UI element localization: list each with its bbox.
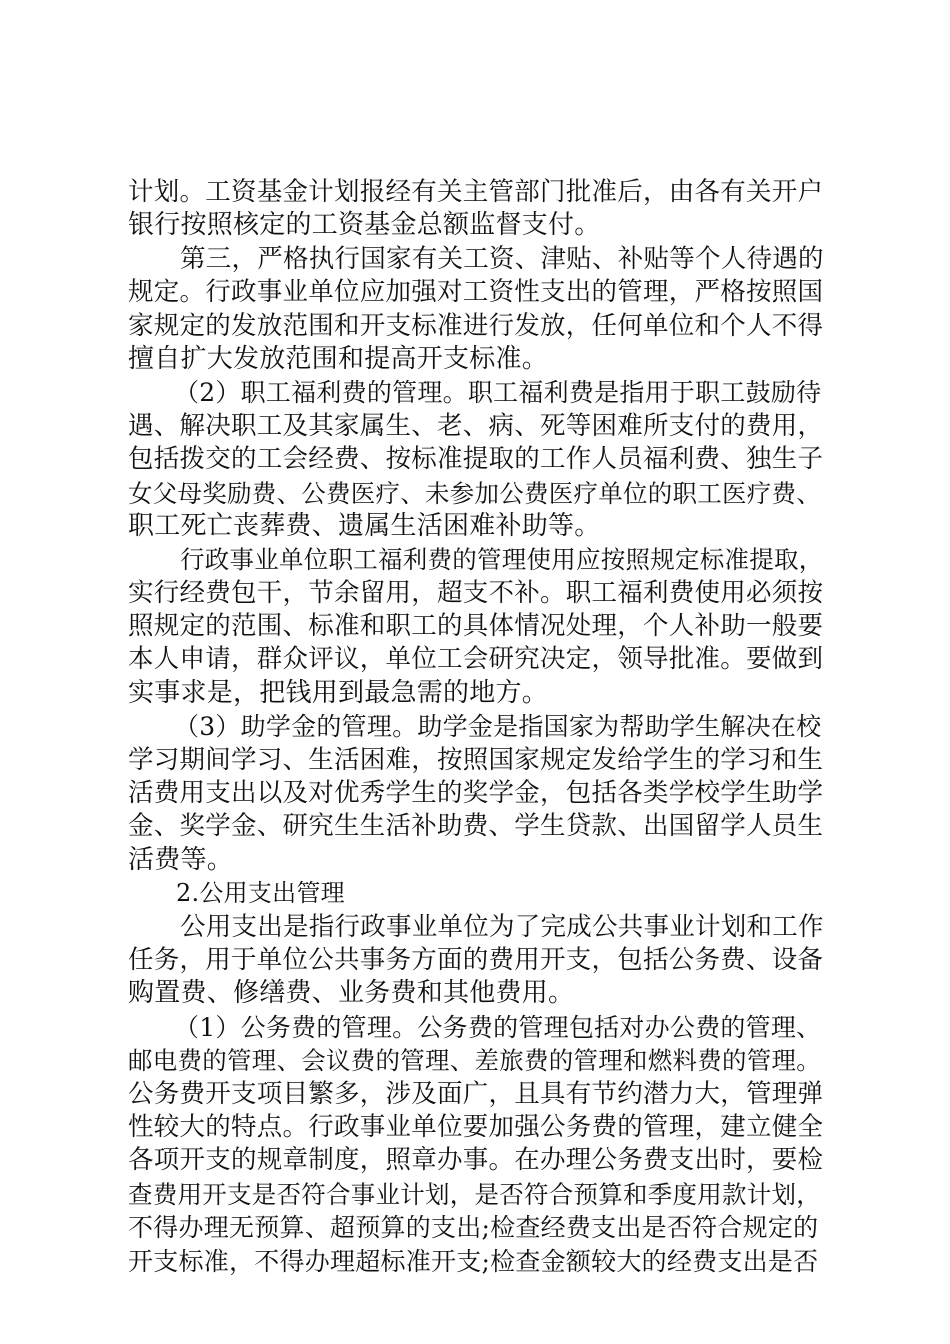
document-body [128,176,830,1278]
text-line: 实行经费包干，节余留用，超支不补。职工福利费使用必须按 [128,577,824,608]
text-line: 规定。行政事业单位应加强对工资性支出的管理，严格按照国 [128,277,824,308]
text-line: 公务费开支项目繁多，涉及面广，且具有节约潜力大，管理弹 [128,1078,824,1109]
text-line: 任务，用于单位公共事务方面的费用开支，包括公务费、设备 [128,944,824,975]
text-line: 包括拨交的工会经费、按标准提取的工作人员福利费、独生子 [128,444,824,475]
text-line: 实事求是，把钱用到最急需的地方。 [128,677,549,708]
text-line: 邮电费的管理、会议费的管理、差旅费的管理和燃料费的管理。 [128,1046,821,1076]
text-line: 家规定的发放范围和开支标准进行发放，任何单位和个人不得 [128,310,824,341]
text-line: 购置费、修缮费、业务费和其他费用。 [128,978,575,1009]
text-line: 各项开支的规章制度，照章办事。在办理公务费支出时，要检 [128,1145,824,1176]
text-line: （2）职工福利费的管理。职工福利费是指用于职工鼓励待 [174,378,822,408]
text-line: 第三，严格执行国家有关工资、津贴、补贴等个人待遇的 [180,243,824,274]
text-line: 遇、解决职工及其家属生、老、病、死等困难所支付的费用， [128,410,824,441]
text-line: 行政事业单位职工福利费的管理使用应按照规定标准提取， [180,545,824,575]
text-line: （3）助学金的管理。助学金是指国家为帮助学生解决在校 [174,712,822,742]
text-line: 银行按照核定的工资基金总额监督支付。 [128,210,601,241]
text-line: 职工死亡丧葬费、遗属生活困难补助等。 [128,510,601,541]
text-line: 活费等。 [128,844,234,875]
text-line: 公用支出是指行政事业单位为了完成公共事业计划和工作 [180,911,824,942]
text-line: 查费用开支是否符合事业计划，是否符合预算和季度用款计划， [128,1179,821,1209]
text-line: 本人申请，群众评议，单位工会研究决定，领导批准。要做到 [128,644,824,675]
text-line: 开支标准，不得办理超标准开支;检查金额较大的经费支出是否 [128,1246,819,1276]
text-line: 擅自扩大发放范围和提高开支标准。 [128,343,549,374]
text-line: 照规定的范围、标准和职工的具体情况处理，个人补助一般要 [128,611,824,642]
text-line: 不得办理无预算、超预算的支出;检查经费支出是否符合规定的 [128,1213,819,1243]
text-line: 2.公用支出管理 [176,879,345,908]
text-line: 学习期间学习、生活困难，按照国家规定发给学生的学习和生 [128,744,824,775]
text-line: 活费用支出以及对优秀学生的奖学金，包括各类学校学生助学 [128,778,824,809]
text-line: 计划。工资基金计划报经有关主管部门批准后，由各有关开户 [128,177,824,207]
text-line: 性较大的特点。行政事业单位要加强公务费的管理，建立健全 [128,1111,824,1142]
text-line: （1）公务费的管理。公务费的管理包括对办公费的管理、 [174,1012,822,1042]
text-line: 女父母奖励费、公费医疗、未参加公费医疗单位的职工医疗费、 [128,478,821,508]
text-line: 金、奖学金、研究生生活补助费、学生贷款、出国留学人员生 [128,811,824,842]
